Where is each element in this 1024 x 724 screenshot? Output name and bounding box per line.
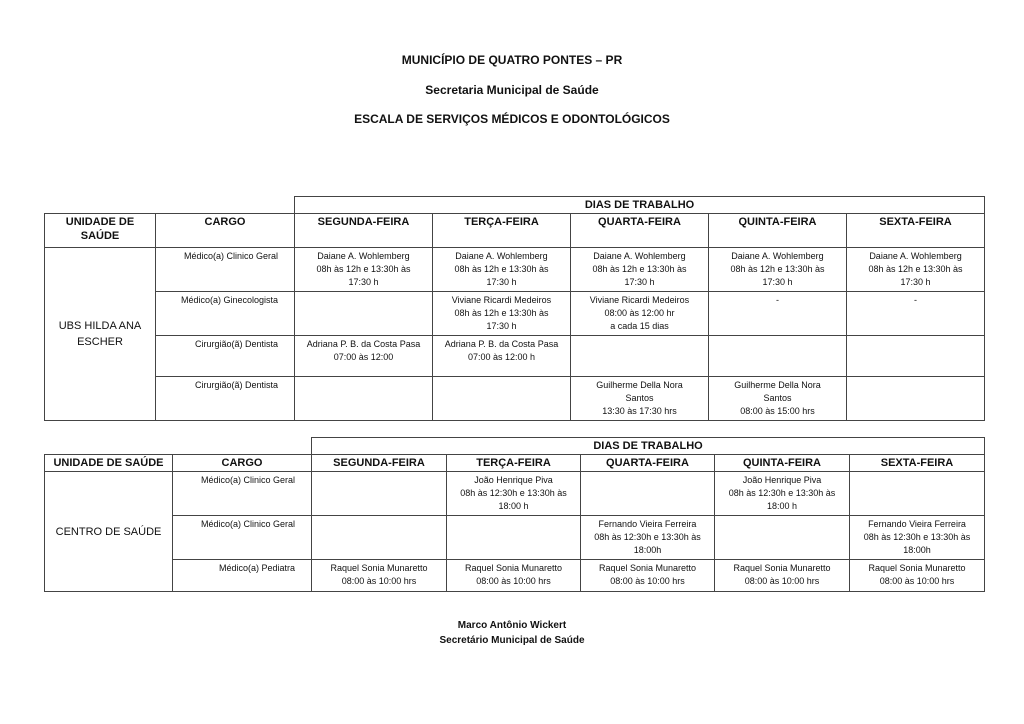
cargo-cell: Cirurgião(ã) Dentista [156,336,295,377]
schedule-line: - [776,295,779,305]
schedule-line: 18:00h [903,545,931,555]
schedule-cell [433,292,571,336]
schedule-line: 08:00 às 10:00 hrs [744,576,820,586]
schedule-line: Daiane A. Wohlemberg [593,251,686,261]
day-header-segunda: SEGUNDA-FEIRA [295,214,433,248]
schedule-line: Daiane A. Wohlemberg [869,251,962,261]
schedule-line: 08h às 12h e 13:30h às [592,264,687,274]
schedule-line: 08:00 às 10:00 hrs [341,576,417,586]
schedule-line: Adriana P. B. da Costa Pasa [306,339,421,349]
day-header-quarta: QUARTA-FEIRA [571,214,709,248]
schedule-cell [295,377,433,421]
schedule-cell [715,516,850,560]
schedule-line: 17:30 h [624,277,655,287]
schedule-line: 08h às 12:30h e 13:30h às [863,532,971,542]
header-municipality: MUNICÍPIO DE QUATRO PONTES – PR [401,53,623,67]
schedule-cell [847,377,985,421]
day-header-terca: TERÇA-FEIRA [433,214,571,248]
schedule-cell [571,336,709,377]
schedule-line: Santos [763,393,792,403]
schedule-cell [447,560,581,592]
schedule-cell [312,472,447,516]
signature-name: Marco Antônio Wickert [457,620,567,631]
schedule-cell [433,377,571,421]
schedule-line: 17:30 h [900,277,931,287]
unit-name: CENTRO DE SAÚDE [45,472,173,592]
schedule-line: Raquel Sonia Munaretto [330,563,428,573]
schedule-line: Guilherme Della Nora [596,380,683,390]
schedule-cell [850,516,985,560]
schedule-line: Santos [625,393,654,403]
schedule-line: 07:00 às 12:00 h [467,352,536,362]
cargo-cell: Médico(a) Clinico Geral [173,516,312,560]
schedule-cell [433,336,571,377]
schedule-cell [581,516,715,560]
schedule-line: 08:00 às 10:00 hrs [879,576,955,586]
schedule-line: 08h às 12h e 13:30h às [454,308,549,318]
day-header-sexta: SEXTA-FEIRA [847,214,985,248]
schedule-cell [581,560,715,592]
schedule-line: Raquel Sonia Munaretto [868,563,966,573]
schedule-cell [709,248,847,292]
schedule-line: 08:00 às 10:00 hrs [610,576,685,586]
header-secretariat: Secretaria Municipal de Saúde [425,83,599,97]
signature-title: Secretário Municipal de Saúde [439,635,585,646]
day-header-quarta: QUARTA-FEIRA [581,455,715,472]
schedule-line: João Henrique Piva [742,475,822,485]
schedule-line: 17:30 h [486,277,517,287]
schedule-line: 08h às 12:30h e 13:30h às [728,488,836,498]
schedule-table-centro [44,437,985,592]
schedule-line: Raquel Sonia Munaretto [464,563,563,573]
schedule-line: Guilherme Della Nora [734,380,821,390]
schedule-cell [709,336,847,377]
schedule-line: Adriana P. B. da Costa Pasa [444,339,559,349]
schedule-cell [850,560,985,592]
schedule-line: 18:00h [633,545,662,555]
cargo-cell: Médico(a) Pediatra [173,560,312,592]
schedule-line: 17:30 h [762,277,793,287]
schedule-cell [847,292,985,336]
schedule-line: 08:00 às 15:00 hrs [740,406,815,416]
schedule-line: Daiane A. Wohlemberg [731,251,824,261]
schedule-line: Viviane Ricardi Medeiros [451,295,552,305]
schedule-line: João Henrique Piva [474,475,553,485]
schedule-cell [847,248,985,292]
schedule-cell [709,292,847,336]
cargo-cell: Médico(a) Ginecologista [156,292,295,336]
schedule-line: Viviane Ricardi Medeiros [589,295,690,305]
document-title: ESCALA DE SERVIÇOS MÉDICOS E ODONTOLÓGICOS [354,112,670,126]
day-header-terca: TERÇA-FEIRA [447,455,581,472]
schedule-cell [850,472,985,516]
schedule-line: Raquel Sonia Munaretto [733,563,831,573]
schedule-line: 17:30 h [348,277,379,287]
schedule-line: Raquel Sonia Munaretto [598,563,697,573]
unit-name: UBS HILDA ANA ESCHER [45,248,156,421]
schedule-line: 08h às 12h e 13:30h às [454,264,549,274]
unidade-header: UNIDADE DE SAÚDE [45,455,173,472]
schedule-line: a cada 15 dias [610,321,669,331]
schedule-line: 18:00 h [766,501,798,511]
schedule-table-ubs [44,196,985,421]
schedule-line: 08h às 12:30h e 13:30h às [460,488,567,498]
schedule-line: 18:00 h [498,501,529,511]
schedule-cell [715,560,850,592]
schedule-line: Fernando Vieira Ferreira [598,519,697,529]
schedule-cell [715,472,850,516]
schedule-line: - [914,295,917,305]
schedule-cell [709,377,847,421]
schedule-line: 08h às 12:30h e 13:30h às [594,532,701,542]
schedule-cell [312,516,447,560]
schedule-cell [447,516,581,560]
schedule-cell [571,292,709,336]
schedule-line: 08h às 12h e 13:30h às [316,264,411,274]
schedule-line: 08h às 12h e 13:30h às [868,264,963,274]
cargo-header: CARGO [156,214,295,248]
dias-de-trabalho-header: DIAS DE TRABALHO [312,438,985,455]
schedule-line: 08:00 às 10:00 hrs [476,576,551,586]
schedule-cell [581,472,715,516]
day-header-segunda: SEGUNDA-FEIRA [312,455,447,472]
schedule-line: 08:00 às 12:00 hr [604,308,675,318]
schedule-cell [295,292,433,336]
schedule-cell [295,248,433,292]
schedule-cell [312,560,447,592]
unidade-header: UNIDADE DE SAÚDE [45,214,156,248]
cargo-cell: Médico(a) Clinico Geral [156,248,295,292]
day-header-sexta: SEXTA-FEIRA [850,455,985,472]
cargo-header: CARGO [173,455,312,472]
schedule-cell [571,248,709,292]
schedule-cell [295,336,433,377]
schedule-line: 17:30 h [486,321,517,331]
schedule-line: 13:30 às 17:30 hrs [602,406,677,416]
schedule-line: 08h às 12h e 13:30h às [730,264,825,274]
cargo-cell: Cirurgião(ã) Dentista [156,377,295,421]
schedule-line: 07:00 às 12:00 [333,352,394,362]
day-header-quinta: QUINTA-FEIRA [709,214,847,248]
cargo-cell: Médico(a) Clinico Geral [173,472,312,516]
schedule-cell [433,248,571,292]
dias-de-trabalho-header: DIAS DE TRABALHO [295,197,985,214]
day-header-quinta: QUINTA-FEIRA [715,455,850,472]
schedule-line: Daiane A. Wohlemberg [317,251,410,261]
schedule-line: Daiane A. Wohlemberg [455,251,548,261]
schedule-cell [847,336,985,377]
schedule-cell [571,377,709,421]
schedule-cell [447,472,581,516]
schedule-line: Fernando Vieira Ferreira [868,519,966,529]
